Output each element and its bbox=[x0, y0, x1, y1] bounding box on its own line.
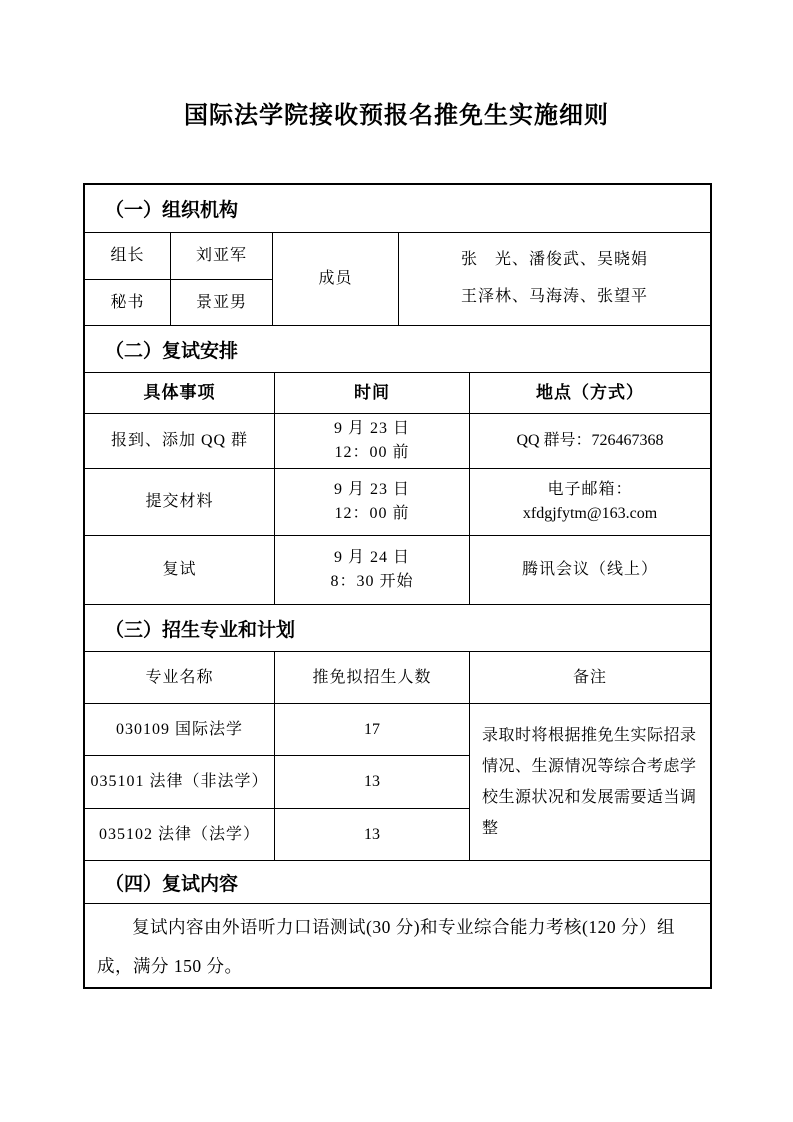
s3-row1-count-cell: 17 bbox=[274, 703, 469, 755]
s2-row2-time-line2: 12：00 前 bbox=[334, 505, 410, 522]
s3-header-remark: 备注 bbox=[469, 652, 710, 703]
s2-row1-place-cell: QQ 群号：726467368 bbox=[469, 413, 710, 468]
s2-row3-time-line1: 9 月 24 日 bbox=[333, 549, 410, 566]
section-3-grid bbox=[85, 652, 710, 860]
s3-row3-major-cell: 035102 法律（法学） bbox=[85, 808, 274, 860]
doc-table bbox=[83, 183, 712, 989]
section-4-heading: （四）复试内容 bbox=[85, 860, 710, 904]
secretary-name-cell: 景亚男 bbox=[170, 279, 272, 325]
section-2-grid bbox=[85, 373, 710, 604]
s3-remark-cell bbox=[469, 703, 710, 860]
page-title: 国际法学院接收预报名推免生实施细则 bbox=[184, 102, 609, 129]
section-3-heading: （三）招生专业和计划 bbox=[85, 604, 710, 652]
s2-header-place: 地点（方式） bbox=[469, 373, 710, 413]
s2-header-time: 时间 bbox=[274, 373, 469, 413]
s3-row3-count-cell: 13 bbox=[274, 808, 469, 860]
s3-row2-count-cell: 13 bbox=[274, 755, 469, 808]
s3-row1-major-cell: 030109 国际法学 bbox=[85, 703, 274, 755]
leader-name-cell: 刘亚军 bbox=[170, 233, 272, 279]
s2-row1-time-line1: 9 月 23 日 bbox=[333, 420, 410, 437]
members-label-cell: 成员 bbox=[272, 233, 398, 325]
s3-remark-text: 录取时将根据推免生实际招录情况、生源情况等综合考虑学校生源状况和发展需要适当调整 bbox=[482, 726, 697, 838]
secretary-label-cell: 秘书 bbox=[85, 279, 170, 325]
section-4-paragraph: 复试内容由外语听力口语测试(30 分)和专业综合能力考核(120 分）组成，满分 150 分。 bbox=[97, 917, 675, 977]
section-1-grid bbox=[85, 233, 710, 325]
s2-row2-place-line1: 电子邮箱： bbox=[547, 481, 633, 498]
members-cell bbox=[398, 233, 710, 325]
s2-row2-time-cell bbox=[274, 468, 469, 535]
leader-label-cell: 组长 bbox=[110, 247, 145, 264]
s2-row3-time-line2: 8：30 开始 bbox=[330, 573, 414, 590]
s2-row1-item-cell: 报到、添加 QQ 群 bbox=[85, 413, 274, 468]
s2-row3-place-cell: 腾讯会议（线上） bbox=[469, 535, 710, 604]
members-line-2: 王泽林、马海涛、张望平 bbox=[460, 288, 648, 305]
s3-header-count: 推免拟招生人数 bbox=[274, 652, 469, 703]
members-line-1: 张 光、潘俊武、吴晓娟 bbox=[460, 251, 648, 269]
s2-row2-place-line2: xfdgjfytm@163.com bbox=[522, 505, 658, 522]
s3-row2-major-cell: 035101 法律（非法学） bbox=[85, 755, 274, 808]
section-2-heading: （二）复试安排 bbox=[85, 325, 710, 373]
s2-row1-time-line2: 12：00 前 bbox=[334, 444, 410, 461]
s2-row2-place-cell bbox=[469, 468, 710, 535]
s2-row2-time-line1: 9 月 23 日 bbox=[333, 481, 410, 498]
s2-header-item: 具体事项 bbox=[143, 383, 216, 403]
s2-row2-item-cell: 提交材料 bbox=[85, 468, 274, 535]
s2-row3-time-cell bbox=[274, 535, 469, 604]
s2-row3-item-cell: 复试 bbox=[85, 535, 274, 604]
section-1-heading: （一）组织机构 bbox=[85, 185, 710, 233]
s3-header-major: 专业名称 bbox=[145, 668, 214, 686]
s2-row1-time-cell bbox=[274, 413, 469, 468]
